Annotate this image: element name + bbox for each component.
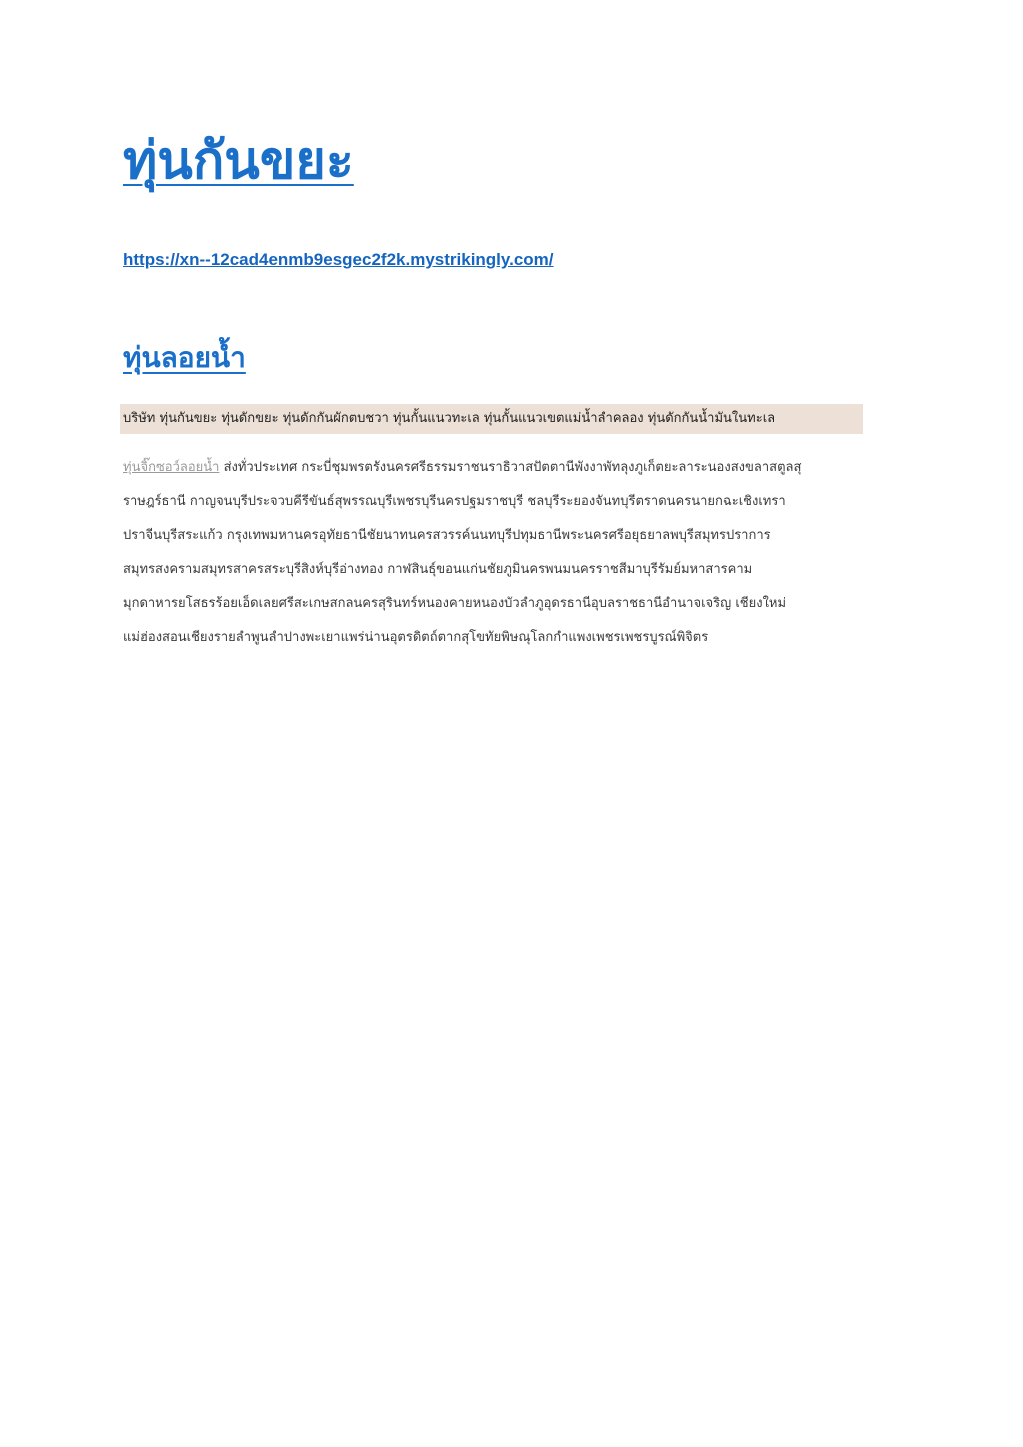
body-paragraph bbox=[123, 456, 903, 660]
body-line-1-text: ส่งทั่วประเทศ กระบี่ชุมพรตรังนครศรีธรรมราชนราธิวาสปัตตานีพังงาพัทลุงภูเก็ตยะลาระนองสงขลาสตูลสุ bbox=[219, 460, 802, 475]
body-line-5: มุกดาหารยโสธรร้อยเอ็ดเลยศรีสะเกษสกลนครสุรินทร์หนองคายหนองบัวลำภูอุดรธานีอุบลราชธานีอำนาจเจริญ เชียงใหม่ bbox=[123, 596, 787, 611]
body-line-6: แม่ฮ่องสอนเชียงรายลำพูนลำปางพะเยาแพร่น่านอุตรดิตถ์ตากสุโขทัยพิษณุโลกกำแพงเพชรเพชรบูรณ์พิจิตร bbox=[123, 630, 709, 645]
body-line-4: สมุทรสงครามสมุทรสาครสระบุรีสิงห์บุรีอ่างทอง กาฬสินธุ์ขอนแก่นชัยภูมินครพนมนครราชสีมาบุรีรัมย์มหาสารคาม bbox=[123, 562, 753, 577]
body-line-1 bbox=[123, 456, 903, 490]
product-link[interactable]: ทุ่นจิ๊กซอว์ลอยน้ำ bbox=[123, 460, 220, 475]
body-line-3: ปราจีนบุรีสระแก้ว กรุงเทพมหานครอุทัยธานีชัยนาทนครสวรรค์นนทบุรีปทุมธานีพระนครศรีอยุธยาลพบุรีสมุทรปราการ bbox=[123, 528, 771, 543]
section-heading: ทุ่นลอยน้ำ bbox=[123, 341, 246, 374]
body-line-2: ราษฎร์ธานี กาญจนบุรีประจวบคีรีขันธ์สุพรรณบุรีเพชรบุรีนครปฐมราชบุรี ชลบุรีระยองจันทบุรีตราดนครนายกฉะเชิงเทรา bbox=[123, 494, 786, 509]
website-link[interactable]: https://xn--12cad4enmb9esgec2f2k.mystrikingly.com/ bbox=[123, 250, 554, 269]
page-title: ทุ่นกันขยะ bbox=[123, 131, 354, 191]
highlighted-company-line: บริษัท ทุ่นกันขยะ ทุ่นดักขยะ ทุ่นดักกันผักตบชวา ทุ่นกั้นแนวทะเล ทุ่นกั้นแนวเขตแม่น้ำลำคลอง ทุ่นดักกันน้ำมันในทะเล bbox=[120, 404, 863, 434]
